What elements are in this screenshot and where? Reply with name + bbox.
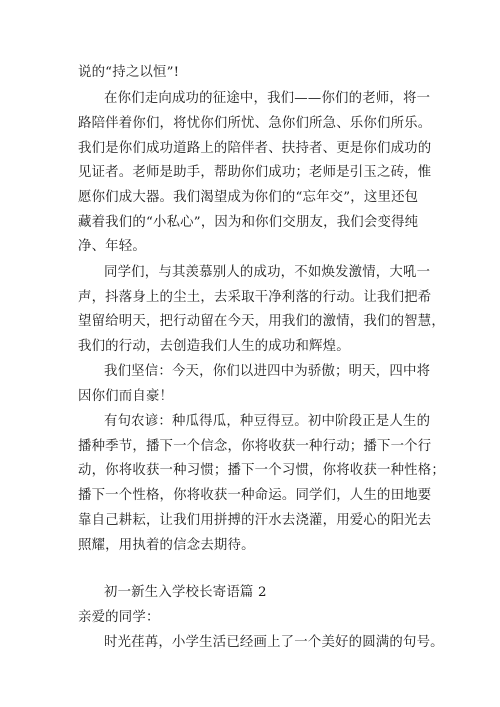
section-title: 初一新生入学校长寄语篇 2	[104, 585, 267, 600]
text-line: 时光荏苒，小学生活已经画上了一个美好的圆满的句号。	[104, 635, 444, 650]
text-line: 动，你将收获一种习惯；播下一个习惯，你将收获一种性格；	[78, 463, 445, 478]
text-line: 净、年轻。	[78, 239, 146, 254]
text-line: 路陪伴着你们，将忧你们所忧、急你们所急、乐你们所乐。	[78, 116, 432, 131]
text-line: 我们是你们成功道路上的陪伴者、扶持者、更是你们成功的	[78, 141, 432, 156]
text-line: 声，抖落身上的尘土，去采取干净利落的行动。让我们把希	[78, 290, 432, 305]
text-line: 藏着我们的“小私心”，因为和你们交朋友，我们会变得纯	[78, 215, 419, 230]
text-line: 说的“持之以恒”!	[78, 65, 180, 80]
text-line: 愿你们成大器。我们渴望成为你们的“忘年交”，这里还包	[78, 190, 419, 205]
text-line: 同学们，与其羡慕别人的成功，不如焕发激情，大吼一	[104, 265, 431, 280]
text-line: 见证者。老师是助手，帮助你们成功；老师是引玉之砖，惟	[78, 165, 432, 180]
salutation: 亲爱的同学：	[78, 610, 160, 625]
text-line: 播种季节，播下一个信念，你将收获一种行动；播下一个行	[78, 439, 432, 454]
text-line: 我们的行动，去创造我们人生的成功和辉煌。	[78, 339, 350, 354]
text-line: 因你们而自豪！	[78, 389, 174, 404]
text-line: 有句农谚：种瓜得瓜，种豆得豆。初中阶段正是人生的	[104, 414, 431, 429]
text-line: 靠自己耕耘，让我们用拼搏的汗水去浇灌，用爱心的阳光去	[78, 513, 432, 528]
text-line: 照耀，用执着的信念去期待。	[78, 538, 255, 553]
text-line: 我们坚信：今天，你们以进四中为骄傲；明天，四中将	[104, 364, 431, 379]
text-line: 望留给明天，把行动留在今天，用我们的激情，我们的智慧，	[78, 314, 445, 329]
text-line: 在你们走向成功的征途中，我们——你们的老师，将一	[104, 91, 431, 106]
text-line: 播下一个性格，你将收获一种命运。同学们，人生的田地要	[78, 488, 432, 503]
